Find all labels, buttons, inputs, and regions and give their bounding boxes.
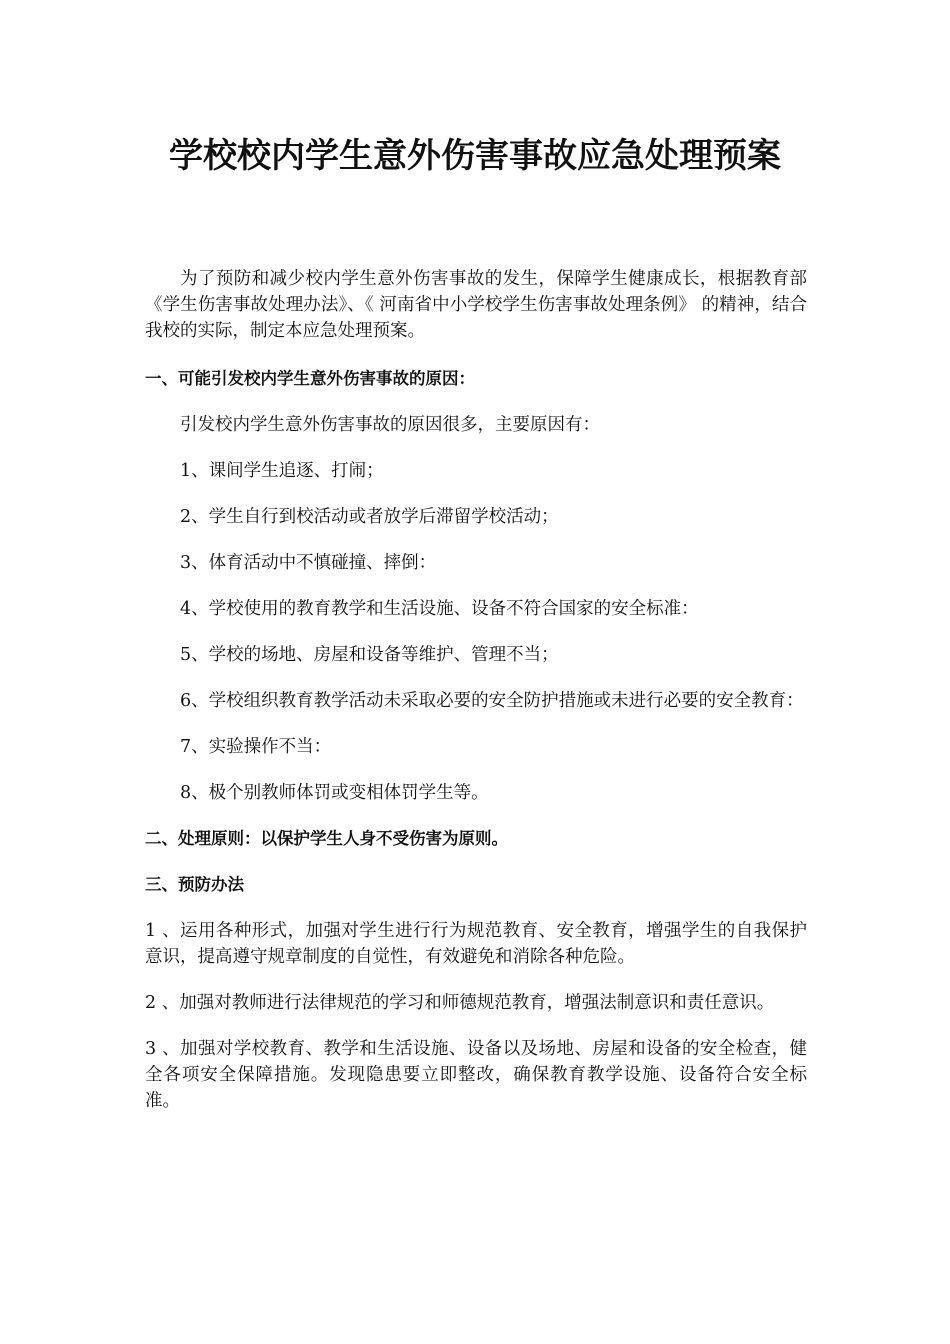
list-item: 3、体育活动中不慎碰撞、摔倒： xyxy=(180,553,437,573)
intro-paragraph: 为了预防和减少校内学生意外伤害事故的发生，保障学生健康成长，根据教育部《学生伤害事故处理办法》、《 河南省中小学校学生伤害事故处理条例》 的精神，结合我校的实际，制定本应急处理预案。 xyxy=(145,269,807,341)
list-item: 3 、加强对学校教育、教学和生活设施、设备以及场地、房屋和设备的安全检查，健全各项安全保障措施。发现隐患要立即整改，确保教育教学设施、设备符合安全标准。 xyxy=(145,1039,807,1111)
list-item: 5、学校的场地、房屋和设备等维护、管理不当； xyxy=(180,645,559,665)
section-1-heading: 一、可能引发校内学生意外伤害事故的原因： xyxy=(145,369,475,388)
list-item: 2 、加强对教师进行法律规范的学习和师德规范教育，增强法制意识和责任意识。 xyxy=(145,993,775,1013)
list-item: 7、实验操作不当： xyxy=(180,737,332,757)
list-item: 1 、运用各种形式，加强对学生进行行为规范教育、安全教育，增强学生的自我保护意识，提高遵守规章制度的自觉性，有效避免和消除各种危险。 xyxy=(145,921,807,967)
list-item: 1、课间学生追逐、打闹； xyxy=(180,461,384,481)
section-1-lead: 引发校内学生意外伤害事故的原因很多，主要原因有： xyxy=(180,415,600,435)
list-item: 2、学生自行到校活动或者放学后滞留学校活动； xyxy=(180,507,559,527)
section-3-heading: 三、预防办法 xyxy=(145,875,244,894)
document-title: 学校校内学生意外伤害事故应急处理预案 xyxy=(169,136,781,176)
document-body xyxy=(145,266,807,1114)
section-2-heading: 二、处理原则：以保护学生人身不受伤害为原则。 xyxy=(145,829,508,848)
list-item: 4、学校使用的教育教学和生活设施、设备不符合国家的安全标准： xyxy=(180,599,699,619)
list-item: 6、学校组织教育教学活动未采取必要的安全防护措施或未进行必要的安全教育： xyxy=(180,691,804,711)
list-item: 8、极个别教师体罚或变相体罚学生等。 xyxy=(180,783,489,803)
